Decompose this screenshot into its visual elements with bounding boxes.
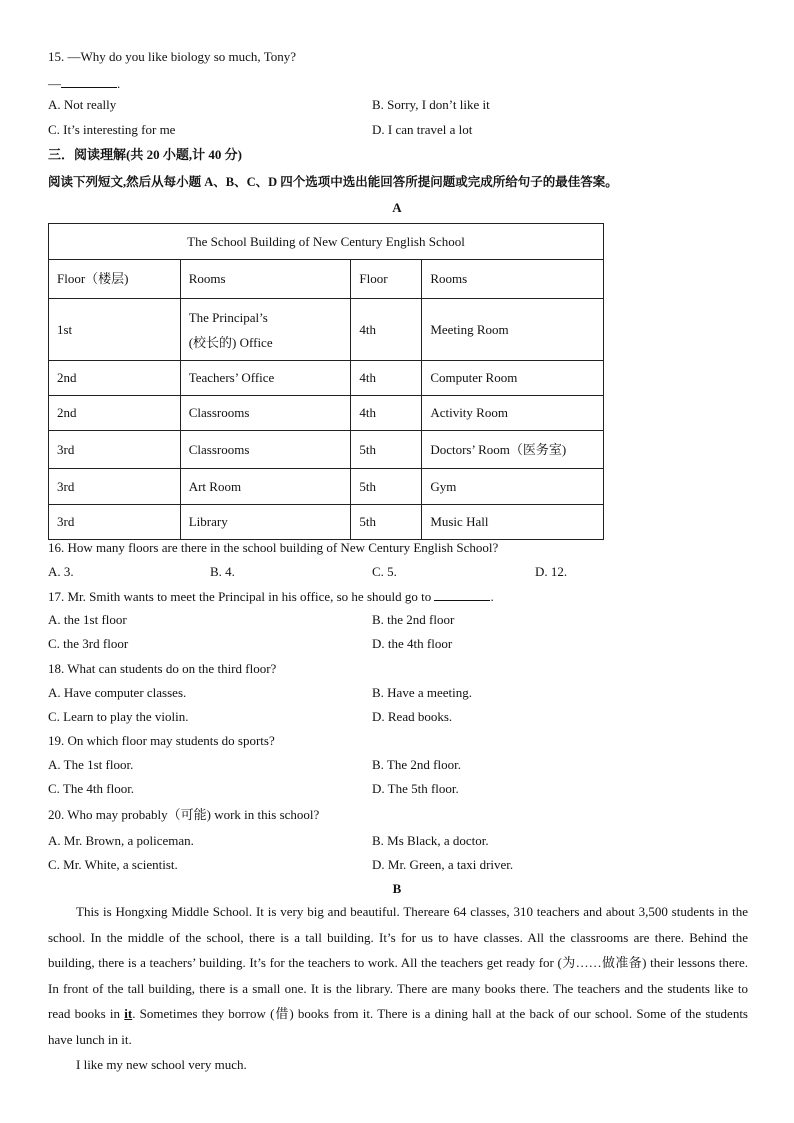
q17-option-a: A. the 1st floor: [48, 612, 127, 627]
section-heading: 三．阅读理解(共 20 小题,计 40 分): [48, 147, 242, 162]
q17-option-c: C. the 3rd floor: [48, 636, 129, 651]
q20-option-b: B. Ms Black, a doctor.: [372, 833, 489, 848]
table-cell: Library: [180, 505, 351, 540]
q16-option-a: A. 3.: [48, 564, 74, 579]
table-cell-line: (校长的) Office: [188, 334, 273, 350]
passage-b-text-part: This is Hongxing Middle School. It is very big and beautiful. Thereare 64 classes, 310 teachers and about 3,500 students in the school. In the middle of the school, there is a tall building. It’s for us to have classes. All the classrooms are there. Behind the building, there is a teachers’ building. It’s for the teachers to work. All the teachers get ready for (为……做准备) their lessons there. In front of the tall building, there is a small one. It is the library. There are many books there. The teachers and the students like to read books in: [48, 904, 748, 1021]
q19-option-c: C. The 4th floor.: [48, 781, 135, 796]
table-cell: Teachers’ Office: [180, 361, 351, 396]
q20-option-c: C. Mr. White, a scientist.: [48, 857, 178, 872]
header-rooms-1: Rooms: [180, 260, 351, 299]
q15-question: 15. —Why do you like biology so much, Tony?: [48, 49, 296, 64]
school-building-table: [48, 223, 604, 540]
q16-question: 16. How many floors are there in the school building of New Century English School?: [48, 540, 499, 555]
table-cell: 5th: [351, 469, 422, 505]
q19-option-b: B. The 2nd floor.: [372, 757, 461, 772]
q18-question: 18. What can students do on the third floor?: [48, 661, 277, 676]
q15-option-c: C. It’s interesting for me: [48, 122, 176, 137]
passage-b-keyword: it: [124, 1006, 133, 1021]
passage-a-label: A: [392, 200, 402, 215]
table-cell: Classrooms: [180, 431, 351, 469]
table-row: [49, 469, 604, 505]
table-header-row: [49, 260, 604, 299]
table-cell: Activity Room: [422, 396, 604, 431]
table-row: [49, 299, 604, 361]
q17-question: [48, 588, 494, 605]
section-instruction: 阅读下列短文,然后从每小题 A、B、C、D 四个选项中选出能回答所提问题或完成所给句子的最佳答案。: [48, 175, 618, 189]
table-cell: 1st: [49, 299, 181, 361]
table-row: [49, 396, 604, 431]
table-cell: Music Hall: [422, 505, 604, 540]
table-cell: Computer Room: [422, 361, 604, 396]
table-cell: 4th: [351, 299, 422, 361]
q17-blank: [434, 588, 490, 601]
q18-option-a: A. Have computer classes.: [48, 685, 187, 700]
table-cell: 5th: [351, 431, 422, 469]
q20-option-d: D. Mr. Green, a taxi driver.: [372, 857, 514, 872]
q15-blank: [61, 75, 117, 88]
table-cell: 2nd: [49, 361, 181, 396]
q20-option-a: A. Mr. Brown, a policeman.: [48, 833, 194, 848]
table-cell: 4th: [351, 396, 422, 431]
q17-option-d: D. the 4th floor: [372, 636, 453, 651]
q20-question: 20. Who may probably（可能) work in this school?: [48, 807, 320, 822]
q17-period: .: [490, 589, 494, 604]
q17-option-b: B. the 2nd floor: [372, 612, 455, 627]
q15-period: .: [117, 76, 121, 91]
q15-dash: —: [48, 76, 61, 91]
q15-option-a: A. Not really: [48, 97, 117, 112]
q18-option-b: B. Have a meeting.: [372, 685, 472, 700]
passage-b-text-part: . Sometimes they borrow (借) books from it. There is a dining hall at the back of our school. Some of the students have lunch in it.: [48, 1006, 748, 1047]
q16-option-c: C. 5.: [372, 564, 397, 579]
table-cell: 3rd: [49, 505, 181, 540]
table-cell: Doctors’ Room（医务室): [422, 431, 604, 469]
table-row: [49, 361, 604, 396]
table-row: [49, 505, 604, 540]
table-cell: 4th: [351, 361, 422, 396]
q15-option-b: B. Sorry, I don’t like it: [372, 97, 490, 112]
table-title-row: [49, 224, 604, 260]
q18-option-d: D. Read books.: [372, 709, 453, 724]
q15-answer-line: [48, 75, 120, 92]
table-cell: 2nd: [49, 396, 181, 431]
table-cell: Gym: [422, 469, 604, 505]
table-cell: [180, 299, 351, 361]
table-row: [49, 431, 604, 469]
header-floor-2: Floor: [351, 260, 422, 299]
passage-b-paragraph-2: I like my new school very much.: [76, 1057, 247, 1072]
q18-option-c: C. Learn to play the violin.: [48, 709, 189, 724]
q19-question: 19. On which floor may students do sports?: [48, 733, 275, 748]
header-floor-1: Floor（楼层): [49, 260, 181, 299]
table-title: The School Building of New Century English School: [49, 224, 604, 260]
table-cell: Classrooms: [180, 396, 351, 431]
table-cell: 3rd: [49, 469, 181, 505]
q15-option-d: D. I can travel a lot: [372, 122, 473, 137]
q19-option-d: D. The 5th floor.: [372, 781, 459, 796]
table-cell: Art Room: [180, 469, 351, 505]
q17-question-text: 17. Mr. Smith wants to meet the Principal in his office, so he should go to: [48, 589, 435, 604]
table-cell: 3rd: [49, 431, 181, 469]
table-cell-line: The Principal’s: [188, 309, 268, 325]
header-rooms-2: Rooms: [422, 260, 604, 299]
q16-option-d: D. 12.: [535, 564, 568, 579]
table-cell: 5th: [351, 505, 422, 540]
passage-b-text: [48, 899, 748, 1078]
q19-option-a: A. The 1st floor.: [48, 757, 134, 772]
passage-b-label: B: [392, 881, 402, 896]
passage-b-paragraph-1: [48, 899, 748, 1052]
q16-option-b: B. 4.: [210, 564, 235, 579]
table-cell: Meeting Room: [422, 299, 604, 361]
